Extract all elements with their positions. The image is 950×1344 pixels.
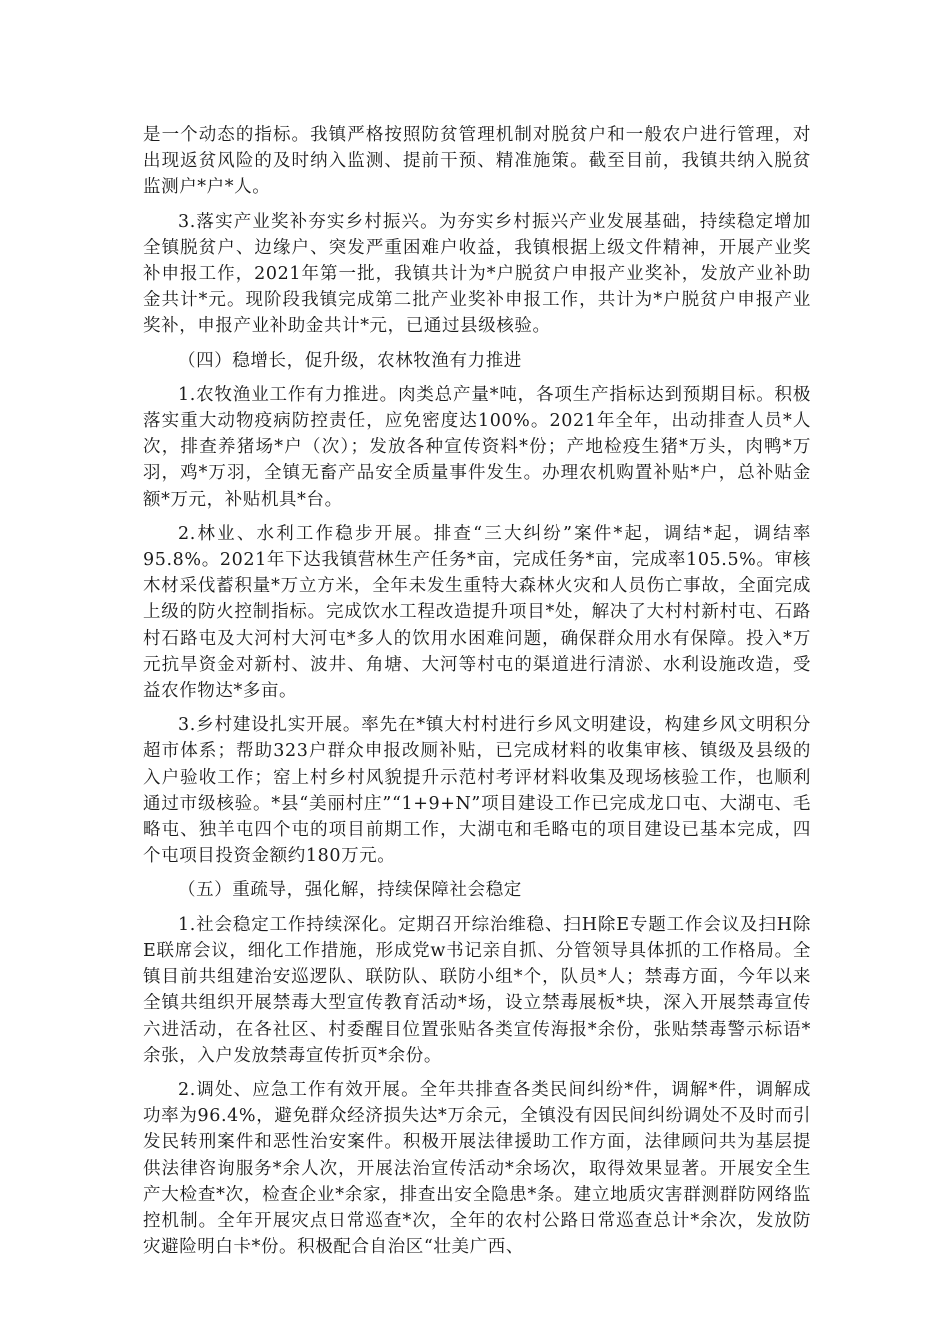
paragraph-continuation: 是一个动态的指标。我镇严格按照防贫管理机制对脱贫户和一般农户进行管理，对出现返贫风险的及时纳入监测、提前干预、精准施策。截至目前，我镇共纳入脱贫监测户*户*人。: [143, 125, 811, 198]
paragraph-social-stability: 1.社会稳定工作持续深化。定期召开综治维稳、扫H除E专题工作会议及扫H除E联席会议，细化工作措施，形成党w书记亲自抓、分管领导具体抓的工作格局。全镇目前共组建治安巡逻队、联防队、联防小组*个，队员*人；禁毒方面，今年以来全镇共组织开展禁毒大型宣传教育活动*场，设立禁毒展板*块，深入开展禁毒宣传六进活动，在各社区、村委醒目位置张贴各类宣传海报*余份，张贴禁毒警示标语*余张，入户发放禁毒宣传折页*余份。: [143, 914, 811, 1066]
section-heading-5: （五）重疏导，强化解，持续保障社会稳定: [178, 880, 522, 901]
paragraph-forestry-water: 2.林业、水利工作稳步开展。排查“三大纠纷”案件*起，调结*起，调结率95.8%。2021年下达我镇营林生产任务*亩，完成任务*亩，完成率105.5%。审核木材采伐蓄积量*万立方米，全年未发生重特大森林火灾和人员伤亡事故，全面完成上级的防火控制指标。完成饮水工程改造提升项目*处，解决了大村村新村屯、石路村石路屯及大河村大河屯*多人的饮用水困难问题，确保群众用水有保障。投入*万元抗旱资金对新村、波井、角塘、大河等村屯的渠道进行清淤、水利设施改造，受益农作物达*多亩。: [143, 523, 811, 702]
paragraph-rural-construction: 3.乡村建设扎实开展。率先在*镇大村村进行乡风文明建设，构建乡风文明积分超市体系；帮助323户群众申报改厕补贴，已完成材料的收集审核、镇级及县级的入户验收工作；窑上村乡村风貌提升示范村考评材料收集及现场核验工作，也顺利通过市级核验。*县“美丽村庄”“1+9+N”项目建设工作已完成龙口屯、大湖屯、毛略屯、独羊屯四个屯的项目前期工作，大湖屯和毛略屯的项目建设已基本完成，四个屯项目投资金额约180万元。: [143, 715, 811, 867]
paragraph-industry-subsidy: 3.落实产业奖补夯实乡村振兴。为夯实乡村振兴产业发展基础，持续稳定增加全镇脱贫户、边缘户、突发严重困难户收益，我镇根据上级文件精神，开展产业奖补申报工作，2021年第一批，我镇共计为*户脱贫户申报产业奖补，发放产业补助金共计*元。现阶段我镇完成第二批产业奖补申报工作，共计为*户脱贫户申报产业奖补，申报产业补助金共计*元，已通过县级核验。: [143, 211, 811, 337]
section-heading-4: （四）稳增长，促升级，农林牧渔有力推进: [178, 350, 522, 371]
document-body: [143, 122, 811, 1268]
paragraph-mediation-emergency: 2.调处、应急工作有效开展。全年共排查各类民间纠纷*件，调解*件，调解成功率为96.4%，避免群众经济损失达*万余元，全镇没有因民间纠纷调处不及时而引发民转刑案件和恶性治安案件。积极开展法律援助工作方面，法律顾问共为基层提供法律咨询服务*余人次，开展法治宣传活动*余场次，取得效果显著。开展安全生产大检查*次，检查企业*余家，排查出安全隐患*条。建立地质灾害群测群防网络监控机制。全年开展灾点日常巡查*次，全年的农村公路日常巡查总计*余次，发放防灾避险明白卡*份。积极配合自治区“壮美广西、: [143, 1079, 811, 1258]
paragraph-agriculture: 1.农牧渔业工作有力推进。肉类总产量*吨，各项生产指标达到预期目标。积极落实重大动物疫病防控责任，应免密度达100%。2021年全年，出动排查人员*人次，排查养猪场*户（次）；发放各种宣传资料*份；产地检疫生猪*万头，肉鸭*万羽，鸡*万羽，全镇无畜产品安全质量事件发生。办理农机购置补贴*户，总补贴金额*万元，补贴机具*台。: [143, 384, 811, 510]
